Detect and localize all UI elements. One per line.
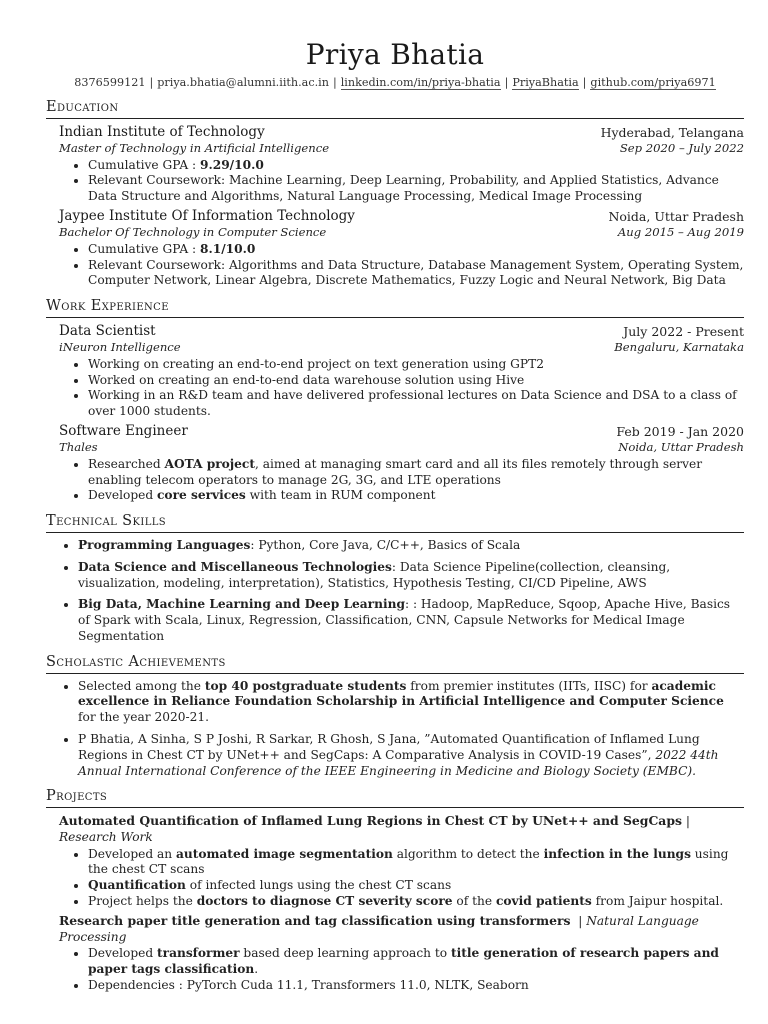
text: for the year 2020-21. xyxy=(78,710,209,725)
job-bullets xyxy=(59,357,744,420)
education-details xyxy=(59,242,744,289)
text: with team in RUM component xyxy=(245,488,436,503)
company-name: iNeuron Intelligence xyxy=(59,339,181,354)
job-bullets xyxy=(59,457,744,504)
separator: | xyxy=(582,76,587,89)
experience-heading: Work Experience xyxy=(46,299,744,318)
text: algorithm to detect the xyxy=(392,846,544,861)
text: using the chest CT scans xyxy=(88,846,729,877)
text: of infected lungs using the chest CT scans xyxy=(185,878,452,893)
publication-item xyxy=(78,732,744,779)
skill-label: Data Science and Miscellaneous Technologies xyxy=(78,559,392,574)
projects-section xyxy=(46,789,744,994)
text: Developed xyxy=(88,488,158,503)
job-bullet: • Working in an R&D team and have delivered professional lectures on Data Science and DSA to a class of over 1000 students. xyxy=(88,388,744,420)
experience-entry-thales xyxy=(59,423,744,504)
achievement-item xyxy=(78,679,744,726)
company-location: Noida, Uttar Pradesh xyxy=(618,439,744,454)
text: Developed xyxy=(88,946,158,961)
company-name: Thales xyxy=(59,439,98,454)
skill-text: : Python, Core Java, C/C++, Basics of Scala xyxy=(250,537,521,552)
project-bullet xyxy=(88,847,744,879)
institution-location: Hyderabad, Telangana xyxy=(600,124,744,140)
gpa-item xyxy=(88,158,744,174)
job-role: Data Scientist xyxy=(59,322,156,339)
project-category: Research Work xyxy=(59,829,153,844)
gpa-item xyxy=(88,242,744,258)
project-title: Research paper title generation and tag classification using transformers xyxy=(59,912,571,928)
skills-list xyxy=(46,538,744,645)
skill-item xyxy=(78,538,744,554)
skill-item xyxy=(78,597,744,644)
bold-text: infection in the lungs xyxy=(543,846,691,861)
project-entry-lung xyxy=(59,813,744,910)
education-details xyxy=(59,158,744,205)
coursework-item: • Relevant Coursework: Algorithms and Data Structure, Database Management System, Operating System, Computer Network, Linear Algebra, Discrete Mathematics, Fuzzy Logic and Neural Network, Big Data xyxy=(88,258,744,290)
achievements-heading: Scholastic Achievements xyxy=(46,655,744,674)
bold-text: covid patients xyxy=(495,894,592,909)
bold-text: core services xyxy=(157,488,246,503)
project-title: Automated Quantification of Inflamed Lung Regions in Chest CT by UNet++ and SegCaps xyxy=(59,813,682,829)
separator: | xyxy=(570,913,587,928)
institution-name: Jaypee Institute Of Information Technology xyxy=(59,207,355,224)
coursework-item: • Relevant Coursework: Machine Learning, Deep Learning, Probability, and Applied Statistics, Advance Data Structure and Algorithms, Natural Language Processing, Medical Image Processing xyxy=(88,173,744,205)
experience-entry-ineuron xyxy=(59,323,744,420)
linkedin-link[interactable]: linkedin.com/in/priya-bhatia xyxy=(340,76,501,89)
text: of the xyxy=(452,894,496,909)
bold-text: title generation of research papers and paper tags classification xyxy=(88,946,719,977)
project-category: Natural Language Processing xyxy=(59,913,699,944)
job-bullet xyxy=(88,488,744,504)
project-bullet: • Dependencies : PyTorch Cuda 11.1, Transformers 11.0, NLTK, Seaborn xyxy=(88,978,744,994)
gpa-value: 9.29/10.0 xyxy=(199,157,264,172)
bold-text: AOTA project xyxy=(164,456,255,471)
phone-number: 8376599121 xyxy=(74,76,146,89)
experience-section xyxy=(46,299,744,504)
text: from Jaipur hospital. xyxy=(591,894,724,909)
degree-name: Master of Technology in Artificial Intelligence xyxy=(59,140,330,155)
text: , aimed at managing smart card and all its files remotely through server enabling telecom operators to manage 2G, 3G, and LTE operations xyxy=(88,456,703,487)
job-bullet xyxy=(88,457,744,489)
project-bullets xyxy=(59,847,744,910)
skills-section xyxy=(46,514,744,645)
text: Selected among the xyxy=(78,678,205,693)
bold-text: doctors to diagnose CT severity score xyxy=(196,894,453,909)
skills-heading: Technical Skills xyxy=(46,514,744,533)
candidate-name: Priya Bhatia xyxy=(305,38,485,71)
achievements-list xyxy=(46,679,744,780)
gpa-value: 8.1/10.0 xyxy=(199,241,256,256)
company-location: Bengaluru, Karnataka xyxy=(614,339,744,354)
job-dates: July 2022 - Present xyxy=(623,323,744,339)
project-entry-transformers xyxy=(59,913,744,994)
bold-text: Quantification xyxy=(88,878,186,893)
bold-text: academic excellence in Reliance Foundation Scholarship in Artificial Intelligence and Computer Science xyxy=(78,678,724,709)
contact-line xyxy=(46,75,744,90)
bold-text: transformer xyxy=(157,946,240,961)
text: P Bhatia, A Sinha, S P Joshi, R Sarkar, R Ghosh, S Jana, ”Automated Quantification of Inflamed Lung Regions in Chest CT by UNet++ and SegCaps: A Comparative Analysis in COVID-19 Cases”, xyxy=(78,731,700,762)
education-heading: Education xyxy=(46,100,744,119)
venue-text: 2022 44th Annual International Conference of the IEEE Engineering in Medicine and Biology Society (EMBC). xyxy=(78,747,719,778)
degree-dates: Aug 2015 – Aug 2019 xyxy=(617,224,744,239)
text: Developed an xyxy=(88,846,176,861)
achievements-section xyxy=(46,655,744,780)
skill-text: : Data Science Pipeline(collection, cleansing, visualization, modeling, interpretation), Statistics, Hypothesis Testing, CI/CD Pipeline, AWS xyxy=(78,559,671,590)
education-section xyxy=(46,100,744,289)
job-role: Software Engineer xyxy=(59,422,188,439)
project-bullet xyxy=(88,946,744,978)
text: from premier institutes (IITs, IISC) for xyxy=(406,678,652,693)
project-bullet xyxy=(88,878,744,894)
profile-handle-link[interactable]: PriyaBhatia xyxy=(512,76,579,89)
gpa-label: Cumulative GPA : xyxy=(88,241,200,256)
degree-name: Bachelor Of Technology in Computer Science xyxy=(59,224,327,239)
education-entry-jiit xyxy=(59,208,744,289)
institution-location: Noida, Uttar Pradesh xyxy=(608,208,744,224)
project-bullet xyxy=(88,894,744,910)
job-bullet: • Worked on creating an end-to-end data warehouse solution using Hive xyxy=(88,373,744,389)
bold-text: automated image segmentation xyxy=(176,846,393,861)
skill-label: Big Data, Machine Learning and Deep Learning xyxy=(78,597,405,612)
github-link[interactable]: github.com/priya6971 xyxy=(590,76,716,89)
text: Project helps the xyxy=(88,894,197,909)
education-entry-iit xyxy=(59,124,744,205)
email-address: priya.bhatia@alumni.iith.ac.in xyxy=(157,76,329,89)
text: . xyxy=(254,962,259,977)
projects-heading: Projects xyxy=(46,789,744,808)
separator: | xyxy=(149,76,154,89)
text: Researched xyxy=(88,456,165,471)
separator: | xyxy=(332,76,337,89)
institution-name: Indian Institute of Technology xyxy=(59,123,265,140)
degree-dates: Sep 2020 – July 2022 xyxy=(619,140,744,155)
project-bullets xyxy=(59,946,744,993)
text: based deep learning approach to xyxy=(239,946,451,961)
bold-text: top 40 postgraduate students xyxy=(204,678,407,693)
skill-item xyxy=(78,560,744,592)
gpa-label: Cumulative GPA : xyxy=(88,157,200,172)
skill-label: Programming Languages xyxy=(78,537,251,552)
job-bullet: • Working on creating an end-to-end project on text generation using GPT2 xyxy=(88,357,744,373)
separator: | xyxy=(681,814,690,829)
job-dates: Feb 2019 - Jan 2020 xyxy=(616,423,744,439)
separator: | xyxy=(504,76,509,89)
skill-text: : : Hadoop, MapReduce, Sqoop, Apache Hive, Basics of Spark with Scala, Linux, Regression, Classification, CNN, Capsule Networks for Medical Image Segmentation xyxy=(78,597,731,643)
